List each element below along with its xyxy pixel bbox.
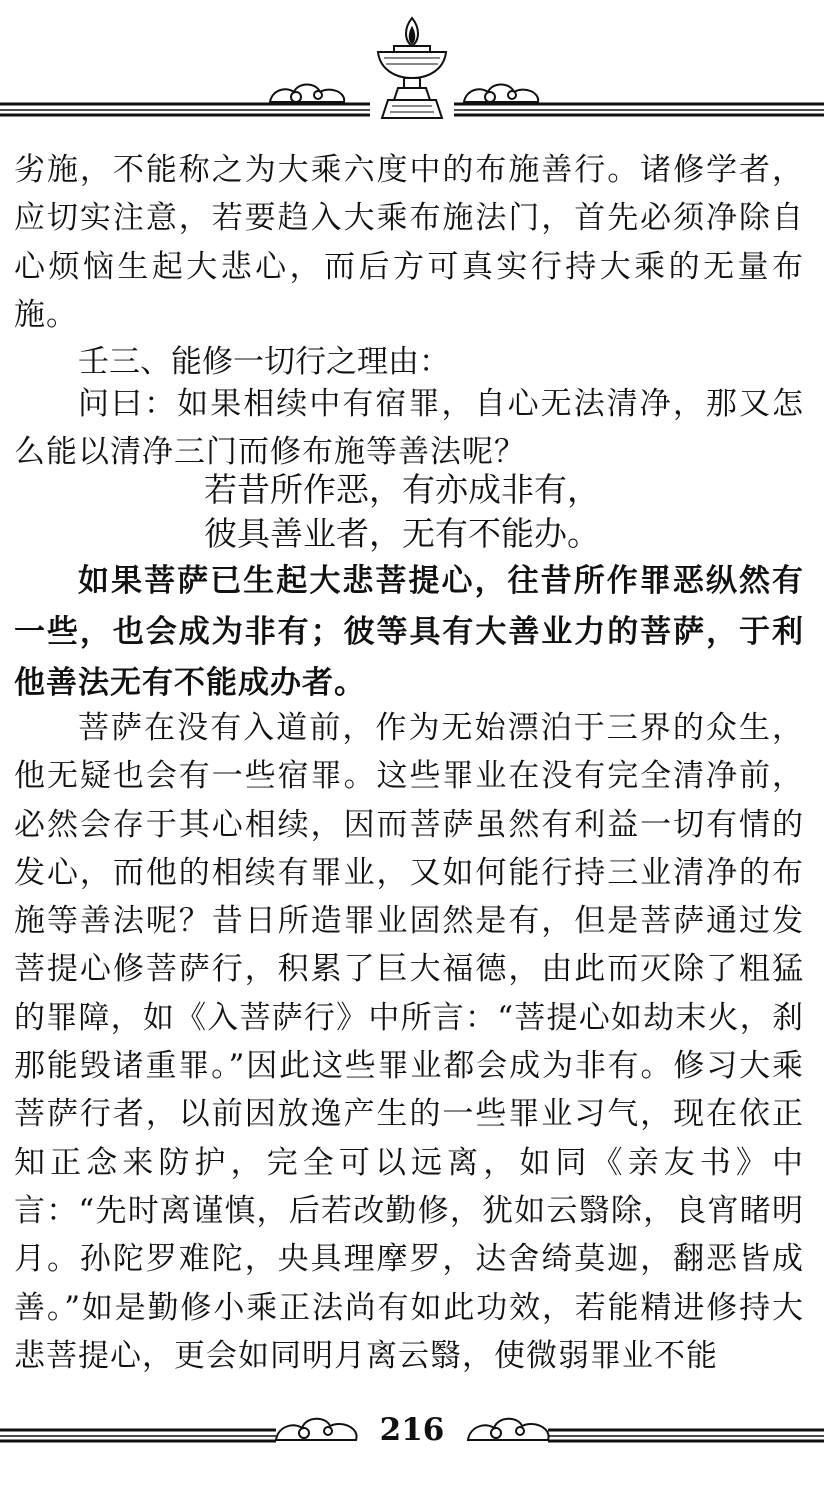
header-rule-right xyxy=(454,104,824,115)
section-heading: 壬三、能修一切行之理由： xyxy=(78,344,450,380)
paragraph-commentary-bold: 如果菩萨已生起大悲菩提心，往昔所作罪恶纵然有一些，也会成为非有；彼等具有大善业力的菩萨，于利他善法无有不能成办者。 xyxy=(14,563,804,701)
butter-lamp-icon xyxy=(378,18,446,118)
paragraph-question: 问曰：如果相续中有宿罪，自心无法清净，那又怎么能以清净三门而修布施等善法呢？ xyxy=(14,386,804,471)
footer-rule-right xyxy=(548,1430,824,1441)
page-number: 216 xyxy=(379,1412,445,1448)
header-rule-left xyxy=(0,104,370,115)
page-header xyxy=(0,0,824,140)
header-ornament xyxy=(0,0,824,140)
paragraph-explanation: 菩萨在没有入道前，作为无始漂泊于三界的众生，他无疑也会有一些宿罪。这些罪业在没有完全清净前，必然会存于其心相续，因而菩萨虽然有利益一切有情的发心，而他的相续有罪业，又如何能行持三业清净的布施等善法呢？昔日所造罪业固然是有，但是菩萨通过发菩提心修菩萨行，积累了巨大福德，由此而灭除了粗猛的罪障，如《入菩萨行》中所言：“菩提心如劫末火，刹那能毁诸重罪。”因此这些罪业都会成为非有。修习大乘菩萨行者，以前因放逸产生的一些罪业习气，现在依正知正念来防护，完全可以远离，如同《亲友书》中言：“先时离谨慎，后若改勤修，犹如云翳除，良宵睹明月。孙陀罗难陀，央具理摩罗，达舍绮莫迦，翻恶皆成善。”如是勤修小乘正法尚有如此功效，若能精进修持大悲菩提心，更会如同明月离云翳，使微弱罪业不能 xyxy=(14,710,804,1374)
paragraph-continuation: 劣施，不能称之为大乘六度中的布施善行。诸修学者，应切实注意，若要趋入大乘布施法门，首先必须净除自心烦恼生起大悲心，而后方可真实行持大乘的无量布施。 xyxy=(14,152,804,333)
footer-rule-left xyxy=(0,1430,276,1441)
verse-line-1: 若昔所作恶，有亦成非有， xyxy=(204,470,600,509)
verse-line-2: 彼具善业者，无有不能办。 xyxy=(204,514,600,553)
